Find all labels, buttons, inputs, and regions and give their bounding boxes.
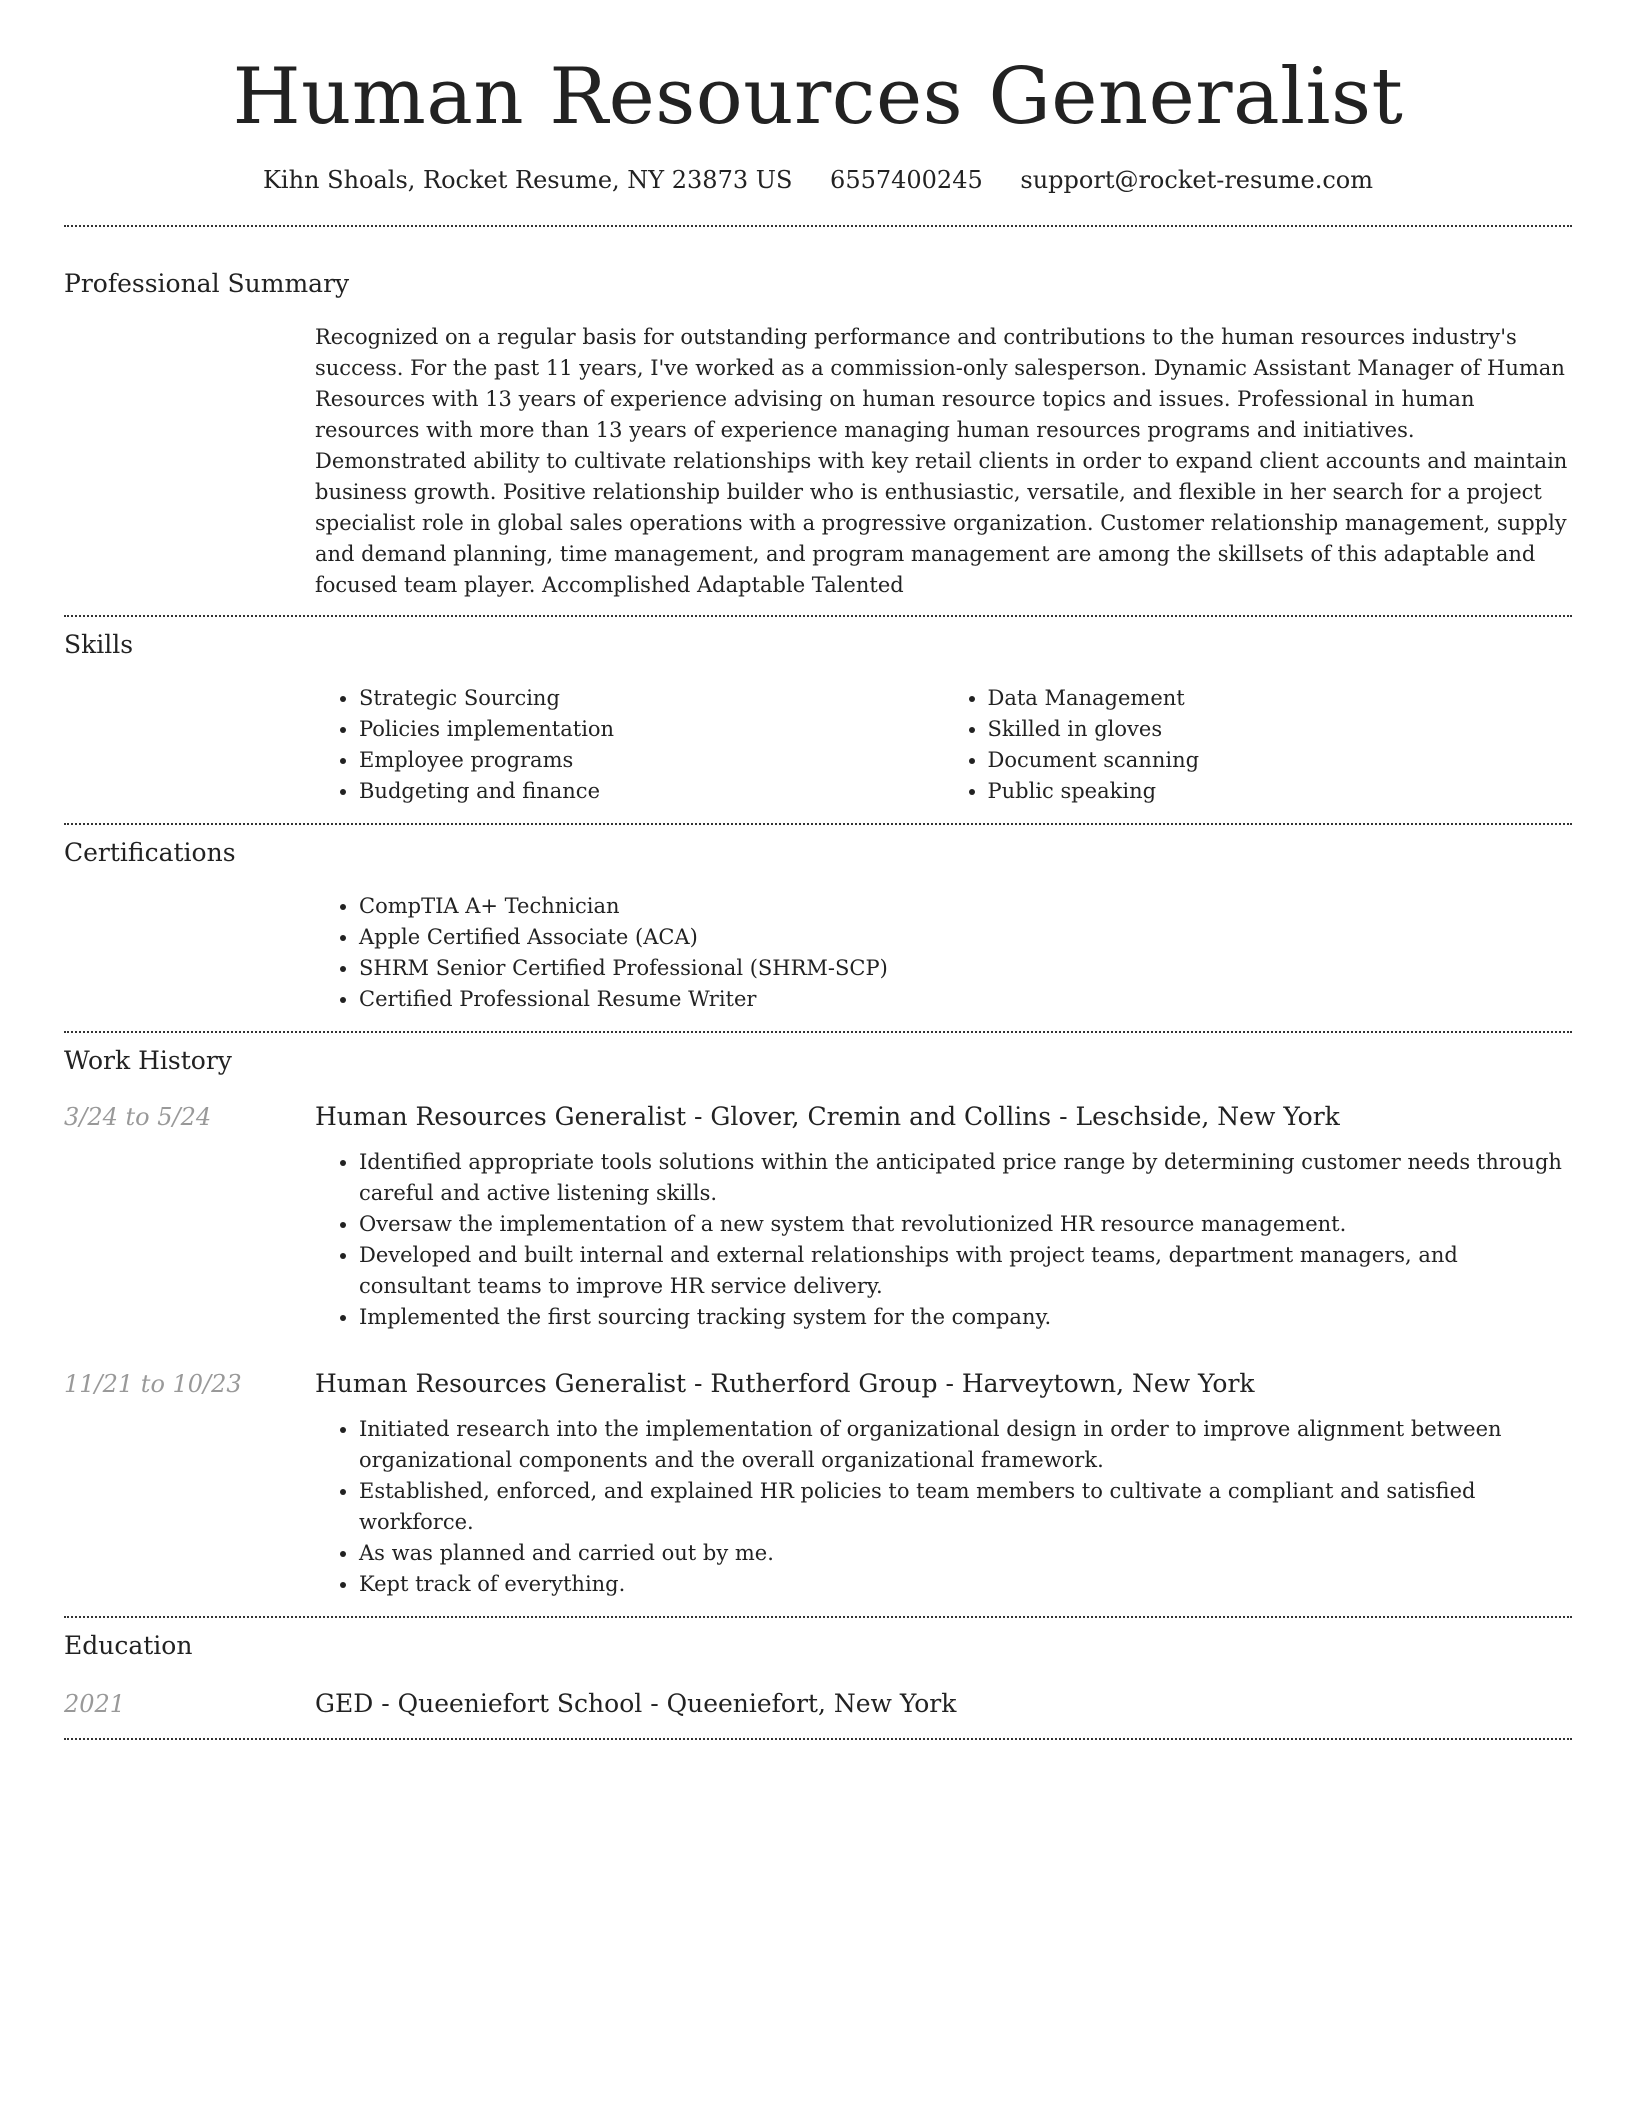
section-skills: [64, 617, 1572, 807]
skills-column-right: [944, 683, 1573, 807]
section-education: [64, 1618, 1572, 1720]
skill-item: • Strategic Sourcing: [359, 683, 944, 714]
contact-email: support@rocket-resume.com: [1020, 166, 1374, 194]
section-title-summary: Professional Summary: [64, 269, 350, 298]
section-work-history: [64, 1033, 1572, 1600]
education-entry: [64, 1688, 1572, 1720]
skill-item: • Budgeting and finance: [359, 776, 944, 807]
job-bullet: • Initiated research into the implementation of organizational design in order to improve alignment between organizational components and the overall organizational framework.: [359, 1414, 1572, 1476]
certification-item: • SHRM Senior Certified Professional (SHRM-SCP): [359, 953, 1572, 984]
certification-item: • CompTIA A+ Technician: [359, 891, 1572, 922]
job-bullets: [315, 1414, 1572, 1600]
job-bullet: • Developed and built internal and external relationships with project teams, department managers, and consultant teams to improve HR service delivery.: [359, 1240, 1572, 1302]
skills-list: [315, 683, 1572, 807]
job-bullet: • Implemented the first sourcing tracking system for the company.: [359, 1302, 1572, 1333]
job-title: Human Resources Generalist - Rutherford Group - Harveytown, New York: [315, 1369, 1255, 1398]
job-dates: 11/21 to 10/23: [64, 1370, 242, 1398]
contact-address: Kihn Shoals, Rocket Resume, NY 23873 US: [262, 166, 793, 194]
certification-item: • Certified Professional Resume Writer: [359, 984, 1572, 1015]
skill-item: • Document scanning: [988, 745, 1573, 776]
section-summary: [64, 227, 1572, 601]
job-entry: [64, 1368, 1572, 1600]
skill-item: • Data Management: [988, 683, 1573, 714]
skill-item: • Public speaking: [988, 776, 1573, 807]
certification-item: • Apple Certified Associate (ACA): [359, 922, 1572, 953]
section-certifications: [64, 825, 1572, 1015]
job-entry: [64, 1101, 1572, 1333]
education-year: 2021: [64, 1690, 126, 1718]
section-title-education: Education: [64, 1631, 193, 1660]
certifications-list: [315, 891, 1572, 1015]
resume-page: [64, 0, 1572, 1740]
divider: [64, 1738, 1572, 1740]
skill-item: • Employee programs: [359, 745, 944, 776]
section-title-work-history: Work History: [64, 1046, 232, 1075]
skills-column-left: [315, 683, 944, 807]
job-dates: 3/24 to 5/24: [64, 1103, 212, 1131]
job-bullet: • Oversaw the implementation of a new system that revolutionized HR resource management.: [359, 1209, 1572, 1240]
education-title: GED - Queeniefort School - Queeniefort, New York: [315, 1689, 957, 1718]
summary-text: Recognized on a regular basis for outstanding performance and contributions to the human resources industry's success. For the past 11 years, I've worked as a commission-only salesperson. Dynamic Assistant Manager of Human Resources with 13 years of experience advising on human resource topics and issues. Professional in human resources with more than 13 years of experience managing human resources programs and initiatives. Demonstrated ability to cultivate relationships with key retail clients in order to expand client accounts and maintain business growth. Positive relationship builder who is enthusiastic, versatile, and flexible in her search for a project specialist role in global sales operations with a progressive organization. Customer relationship management, supply and demand planning, time management, and program management are among the skillsets of this adaptable and focused team player. Accomplished Adaptable Talented: [315, 325, 1568, 597]
job-bullet: • Identified appropriate tools solutions within the anticipated price range by determining customer needs through careful and active listening skills.: [359, 1147, 1572, 1209]
job-bullets: [315, 1147, 1572, 1333]
skill-item: • Policies implementation: [359, 714, 944, 745]
section-title-skills: Skills: [64, 630, 134, 659]
contact-line: [64, 164, 1572, 196]
resume-name: Human Resources Generalist: [232, 52, 1404, 142]
job-bullet: • As was planned and carried out by me.: [359, 1538, 1572, 1569]
skill-item: • Skilled in gloves: [988, 714, 1573, 745]
job-bullet: • Kept track of everything.: [359, 1569, 1572, 1600]
contact-phone: 6557400245: [830, 166, 983, 194]
job-title: Human Resources Generalist - Glover, Cremin and Collins - Leschside, New York: [315, 1102, 1340, 1131]
job-bullet: • Established, enforced, and explained HR policies to team members to cultivate a compliant and satisfied workforce.: [359, 1476, 1572, 1538]
section-title-certifications: Certifications: [64, 838, 236, 867]
